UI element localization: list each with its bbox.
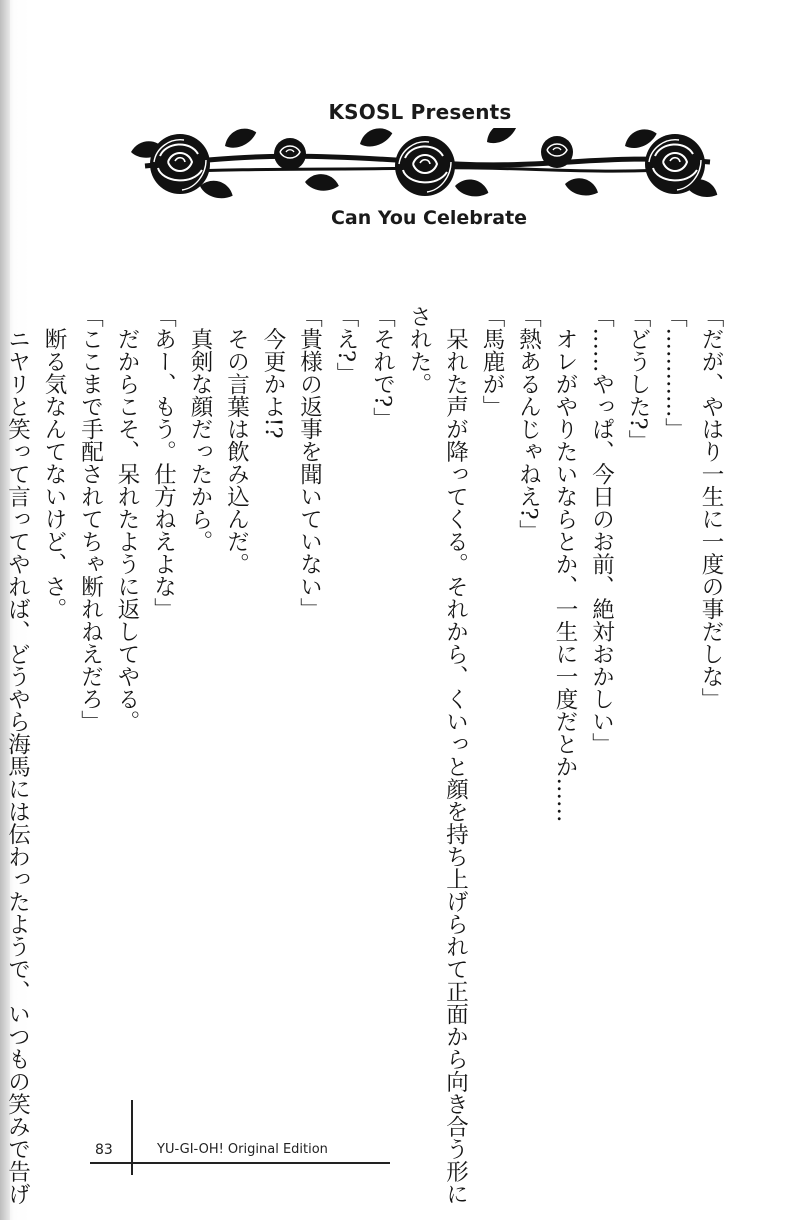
story-line: オレがやりたいならとか、一生に一度だとか…… (552, 305, 578, 823)
rose-vine-ornament (125, 128, 730, 210)
story-line: 真剣な顔だったから。 (187, 305, 213, 553)
story-line: その言葉は飲み込んだ。 (223, 305, 250, 575)
header-title: KSOSL Presents (328, 100, 512, 124)
story-line: 呆れた声が降ってくる。それから、くいっと顔を持ち上げられて正面から向き合う形に (442, 305, 469, 1205)
story-line: 「それで?」 (369, 305, 396, 430)
story-line: 「ここまで手配されてちゃ断れねえだろ」 (77, 305, 104, 733)
story-line: 「馬鹿が」 (479, 305, 505, 418)
book-title: YU-GI-OH! Original Edition (157, 1142, 328, 1157)
story-line: 「だが、やはり一生に一度の事だしな」 (698, 305, 724, 710)
story-line: 「あー、もう。仕方ねえよな」 (150, 305, 177, 620)
story-line: 「……やっぱ、今日のお前、絶対おかしい」 (588, 305, 615, 755)
story-line: された。 (406, 305, 432, 395)
story-line: 「え?」 (333, 305, 359, 385)
story-line: 「…………」 (661, 305, 688, 440)
story-line: ニヤリと笑って言ってやれば、どうやら海馬には伝わったようで、いつもの笑みで告げ (4, 305, 31, 1205)
story-line: 今更かよ!? (260, 305, 286, 439)
story-title: Can You Celebrate (330, 207, 528, 229)
page-number: 83 (95, 1142, 113, 1158)
footer-horizontal-rule (90, 1162, 390, 1164)
story-line: だからこそ、呆れたように返してやる。 (114, 305, 140, 733)
story-line: 断る気なんてないけど、さ。 (41, 305, 67, 620)
story-line: 「熱あるんじゃねえ?」 (515, 305, 542, 543)
story-line: 「貴様の返事を聞いていない」 (296, 305, 323, 620)
story-line: 「どうした?」 (625, 305, 651, 453)
